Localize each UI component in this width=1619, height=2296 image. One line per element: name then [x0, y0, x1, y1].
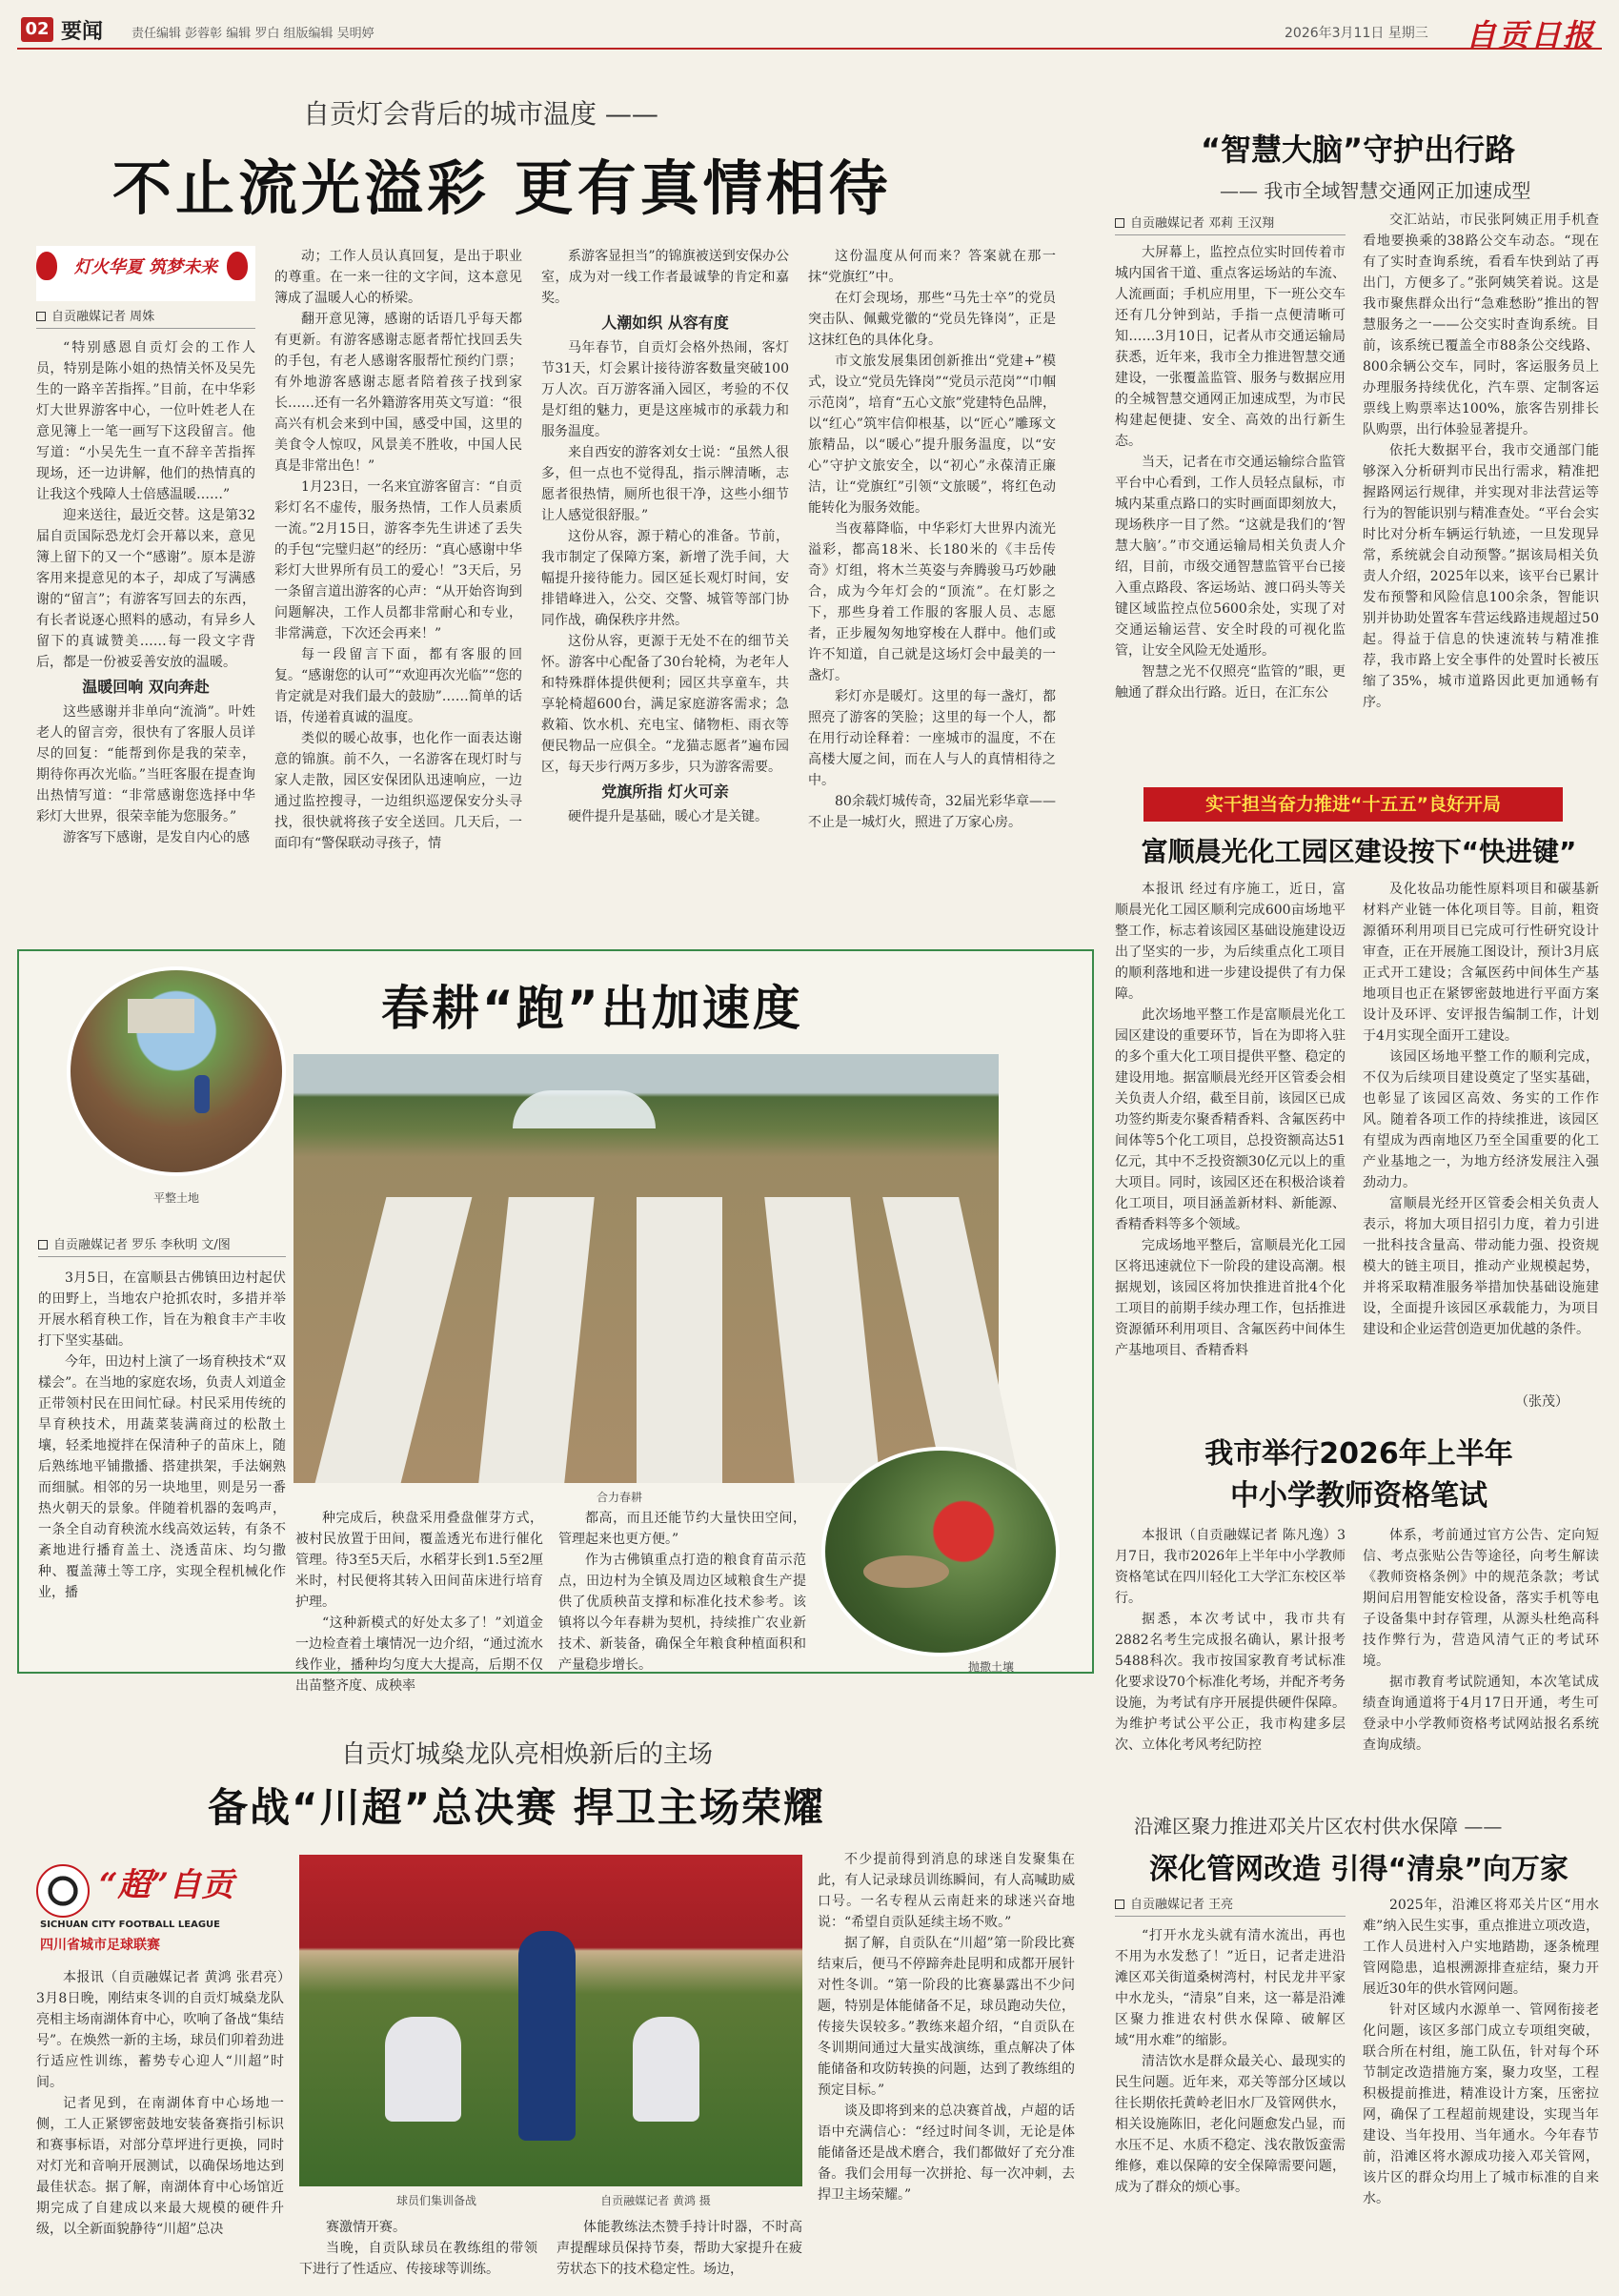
water-kicker: 沿滩区聚力推进邓关片区农村供水保障 ——: [1134, 1815, 1503, 1838]
photo-farmer: [194, 1075, 210, 1113]
spring-col-2: [295, 1508, 543, 1694]
teacher-col-1: [1115, 1525, 1346, 1754]
water-p2: 清洁饮水是群众最关心、最现实的民生问题。近年来，邓关等部分区域以往长期依托黄岭老旧水厂及管网供水，相关设施陈旧，老化问题愈发凸显，而水压不足、水质不稳定、浅农散饭蛮需维修，难以保障的安全保障需要问题，成为了群众的烦心事。: [1115, 2054, 1346, 2195]
spring-p4: “这种新模式的好处太多了！”刘道金一边检查着土壤情况一边介绍，“通过流水线作业，播种均匀度大大提高，后期不仅出苗整齐度、成秧率: [295, 1615, 543, 1694]
spring-byline-text: 自贡融媒记者 罗乐 李秋明 文/图: [53, 1238, 231, 1252]
caption-training: 球员们集训备战: [395, 2194, 476, 2207]
spring-p2: 今年，田边村上演了一场育秧技术“双樣会”。在当地的家庭农场，负责人刘道金正带领村民在田间忙碌。村民采用传统的旱育秧技术，用蔬菜装满商过的松散土壤，轻柔地搅拌在保清种子的苗床上，随后熟练地平铺撒播、搭建拱架，手法娴熟而细腻。相邻的另一块地里，则是另一番热火朝天的景象。伴随着机器的轰鸣声，一条全自动育秧流水线高效运转，有条不紊地进行播育盖土、浇透苗床、均匀撒种、覆盖薄土等工序，实现全程机械化作业，播: [38, 1354, 286, 1600]
football-article: [17, 1735, 1094, 2287]
industry-p6: 富顺晨光经开区管委会相关负责人表示，将加大项目招引力度，着力引进一批科技含量高、带动能力强、投资规模大的链主项目，推动产业规模起势，并将采取精准服务举措加快基础设施建设，全面提升该园区承载能力，为项目建设和企业运营创造更加优越的条件。: [1363, 1196, 1599, 1337]
photo-house: [128, 999, 194, 1033]
league-logo-title: “超”自贡: [99, 1866, 234, 1904]
industry-banner: 实干担当奋力推进“十五五”良好开局: [1143, 787, 1563, 822]
football-col-4: [818, 1849, 1075, 2287]
football-col-3: [557, 2217, 802, 2287]
lantern-p8: 每一段留言下面，都有客服的回复。“感谢您的认可”“欢迎再次光临”“您的肯定就是对我们最大的鼓励”……简单的话语，传递着真诚的温度。: [274, 647, 522, 725]
lantern-col-2: [274, 246, 522, 928]
traffic-col-1: [1115, 242, 1346, 782]
industry-headline: 富顺晨光化工园区建设按下“快进键”: [1141, 836, 1577, 867]
lantern-col-1: [36, 337, 255, 928]
photo-greenhouse: [513, 1090, 656, 1128]
lantern-banner-text: 灯火华夏 筑梦未来: [73, 257, 218, 277]
water-p3: 2025年，沿滩区将邓关片区“用水难”纳入民生实事，重点推进立项改造，工作人员进村入户实地踏勘，逐条梳理管网隐患，追根溯源排查症结，聚力开展近30年的供水管网问题。: [1363, 1898, 1599, 1997]
traffic-p4: 交汇站站，市民张阿姨正用手机查看地要换乘的38路公交车动态。“现在有了实时查询系统，看看车快到站了再出门，方便多了。”张阿姨笑着说。这是我市聚焦群众出行“急难愁盼”推出的智慧服务之一——公交实时查询系统。目前，该系统已覆盖全市88条公交线路、800余辆公交车，同时，客运服务员上办理服务持续优化，汽车票、定制客运票线上购票率达100%，旅客告别排长队购票，出行体验显著提升。: [1363, 213, 1599, 437]
lantern-p9: 类似的暖心故事，也化作一面表达谢意的锦旗。前不久，一名游客在现灯时与家人走散，园区安保团队迅速响应，一边通过监控搜寻，一边组织巡逻保安分头寻找，很快就将孩子安全送回。几天后，一面印有“警保联动寻孩子，情: [274, 731, 522, 851]
lantern-p18: 市文旅发展集团创新推出“党建+”模式，设立“党员先锋岗”“党员示范岗”“巾帼示范岗”，培育“五心文旅”党建特色品牌，以“红心”筑牢信仰根基，以“匠心”雕琢文旅精品，以“暖心”提升服务温度，以“安心”守护文旅安全，以“初心”永葆清正廉洁，让“党旗红”引领“文旅暖”，将红色动能转化为服务效能。: [808, 354, 1056, 516]
football-p6: 不少提前得到消息的球迷自发聚集在此，有人记录球员训练瞬间，有人高喊助威口号。一名专程从云南赶来的球迷兴奋地说：“希望自贡队延续主场不败。”: [818, 1852, 1075, 1930]
industry-p2: 此次场地平整工作是富顺晨光化工园区建设的重要环节，旨在为即将入驻的多个重大化工项目提供平整、稳定的建设用地。据富顺晨光经开区管委会相关负责人介绍，截至目前，该园区已成功签约斯麦尔聚香精香料、含氟医药中间体等5个化工项目，总投资额高达51亿元，其中不乏投资额30亿元以上的重大项目。同时，该园区还在积极洽谈着化工项目，项目涵盖新材料、新能源、香精香料等多个领域。: [1115, 1007, 1346, 1232]
football-icon: [36, 1864, 90, 1918]
football-p5: 体能教练法杰赞手持计时器，不时高声提醒球员保持节奏，帮助大家提升在疲劳状态下的技术稳定性。场边，: [557, 2220, 802, 2277]
water-col-1: [1115, 1925, 1346, 2287]
industry-p3: 完成场地平整后，富顺晨光化工园区将迅速就位下一阶段的建设高潮。根据规划，该园区将加快推进首批4个化工项目的前期手续办理工作，包括推进资源循环利用项目、含氟医药中间体生产基地项目、香精香料: [1115, 1238, 1346, 1358]
lantern-p21: 80余载灯城传奇，32届光彩华章——不止是一城灯火，照进了万家心房。: [808, 794, 1056, 830]
traffic-col-2: [1363, 210, 1599, 782]
page-number: 02: [21, 17, 53, 42]
byline-square-icon: [38, 1240, 48, 1250]
paper-name: 自贡日报: [1466, 17, 1596, 53]
photo-credit-training: 自贡融媒记者 黄鸿 摄: [600, 2194, 711, 2207]
football-p4: 当晚，自贡队球员在教练组的带领下进行了性适应、传接球等训练。: [299, 2241, 537, 2277]
byline-square-icon: [1115, 218, 1124, 228]
photo-player-1: [518, 1931, 576, 2141]
teacher-p2: 据悉，本次考试中，我市共有2882名考生完成报名确认，累计报考5488科次。我市按国家教育考试标准化要求设70个标准化考场，并配齐考务设施，为考试有序开展提供硬件保障。为维护考试公平公正，我市构建多层次、立体化考风考纪防控: [1115, 1612, 1346, 1753]
lantern-p1: “特别感恩自贡灯会的工作人员，特别是陈小姐的热情关怀及吴先生的一路辛苦指挥。”目前，在中华彩灯大世界游客中心，一位叶姓老人在意见簿上一笔一画写下这段留言。他写道：“小吴先生一直不辞辛苦指挥现场，还一边讲解，他们的热情真的让我这个残障人士倍感温暖……”: [36, 340, 255, 502]
editor-credits: 责任编辑 彭蓉彰 编辑 罗白 组版编辑 吴明婷: [132, 27, 374, 41]
water-byline-text: 自贡融媒记者 王亮: [1130, 1898, 1234, 1912]
photo-basin: [863, 1555, 949, 1588]
league-logo-en: SICHUAN CITY FOOTBALL LEAGUE: [40, 1920, 220, 1930]
lantern-p3: 这些感谢并非单向“流淌”。叶姓老人的留言旁，很快有了客服人员详尽的回复：“能帮到你是我的荣幸，期待你再次光临。”当旺客服在提查询出热情写道：“非常感谢您选择中华彩灯大世界，很荣幸能为您服务。”: [36, 704, 255, 824]
lantern-p6: 翻开意见簿，感谢的话语几乎每天都有更新。有游客感谢志愿者帮忙找回丢失的手包，有老人感谢客服帮忙预约门票；有外地游客感谢志愿者陪着孩子找到家长……还有一名外籍游客用英文写道：“很高兴有机会来到中国，感受中国，这里的美食令人惊叹，风景美不胜收，中国人民真是非常出色！”: [274, 312, 522, 474]
traffic-kicker: “智慧大脑”守护出行路: [1201, 132, 1516, 168]
traffic-subhead: —— 我市全域智慧交通网正加速成型: [1220, 179, 1531, 202]
lantern-p5: 动；工作人员认真回复，是出于职业的尊重。在一来一往的文字间，这本意见簿成了温暖人心的桥梁。: [274, 249, 522, 306]
lantern-p11: 马年春节，自贡灯会格外热闹，客灯节31天，灯会累计接待游客数量突破100万人次。百万游客涌入园区，考验的不仅是灯组的魅力，更是这座城市的承载力和服务温度。: [541, 340, 789, 439]
spring-byline: [38, 1235, 286, 1257]
teacher-p3: 体系，考前通过官方公告、定向短信、考点张贴公告等途径，向考生解读《教师资格条例》中的规范条款；考试期间启用智能安检设备，落实手机等电子设备集中封存管理，从源头杜绝高科技作弊行为，营造风清气正的考试环境。: [1363, 1528, 1599, 1669]
caption-land-leveling: 平整土地: [152, 1191, 199, 1205]
lantern-col-4: [808, 246, 1056, 928]
lantern-p19: 当夜幕降临，中华彩灯大世界内流光溢彩，都高18米、长180米的《丰岳传奇》灯组，将木兰英姿与奔腾骏马巧妙融合，成为今年灯会的“顶流”。在灯影之下，那些身着工作服的客服人员、志愿者，正步履匆匆地穿梭在人群中。他们或许不知道，自己就是这场灯会中最美的一盏灯。: [808, 521, 1056, 683]
industry-sign: （张茂）: [1515, 1394, 1568, 1410]
photo-film-row-2: [478, 1197, 595, 1483]
photo-film-row-1: [315, 1197, 473, 1483]
league-logo: [36, 1859, 265, 1954]
lantern-byline-text: 自贡融媒记者 周姝: [51, 310, 155, 324]
traffic-p2: 当天，记者在市交通运输综合监管平台中心看到，工作人员轻点鼠标，市城内某重点路口的实时画面即刻放大，现场秩序一目了然。“这就是我们的‘智慧大脑’。”市交通运输局相关负责人介绍，目前，市级交通智慧监管平台已接入重点路段、客运场站、渡口码头等关键区域监控点位5600余处，实现了对交通运输运营、安全时段的可视化监管，让安全风险无处遁形。: [1115, 455, 1346, 659]
lantern-article: [17, 57, 1094, 944]
caption-spring-farming: 合力春耕: [596, 1491, 642, 1504]
lantern-p14: 这份从容，更源于无处不在的细节关怀。游客中心配备了30台轮椅，为老年人和特殊群体提供便利；园区共享童车，共享轮椅超600台，满足家庭游客需求；急救箱、饮水机、充电宝、储物柜、雨衣等便民物品一应俱全。“龙猫志愿者”遍布园区，每天步行两万多步，只为游客需要。: [541, 634, 789, 775]
lantern-p4: 游客写下感谢，是发自内心的感: [63, 830, 250, 845]
lantern-p13: 这份从容，源于精心的准备。节前，我市制定了保障方案，新增了洗手间，大幅提升接待能力。园区延长观灯时间，安排错峰进入，公交、交警、城管等部门协同作战，确保秩序井然。: [541, 529, 789, 628]
industry-p5: 该园区场地平整工作的顺利完成，不仅为后续项目建设奠定了坚实基础，也彰显了该园区高效、务实的工作作风。随着各项工作的持续推进，该园区有望成为西南地区乃至全国重要的化工产业基地之一，为地方经济发展注入强劲动力。: [1363, 1049, 1599, 1190]
caption-scattering-soil: 抛撒土壤: [967, 1660, 1014, 1674]
industry-article: [1115, 787, 1603, 1416]
photo-film-row-4: [764, 1197, 880, 1483]
lantern-byline: [36, 307, 255, 329]
photo-film-row-3: [637, 1197, 722, 1483]
issue-date: 2026年3月11日 星期三: [1285, 26, 1428, 41]
football-col-2: [299, 2217, 537, 2287]
lantern-kicker: 自贡灯会背后的城市温度 ——: [303, 98, 658, 130]
lantern-p16: 这份温度从何而来？答案就在那一抹“党旗红”中。: [808, 249, 1056, 285]
spring-col-3: [558, 1508, 806, 1673]
photo-training: [299, 1855, 802, 2186]
water-p4: 针对区域内水源单一、管网衔接老化问题，该区多部门成立专项组突破，联合所在村组，施工队伍，针对每个环节制定改造措施方案，聚力攻坚，工程积极提前推进，精准设计方案，压密拉网，确保了工程超前规建设，实现当年建设、当年投用、当年通水。今年春节前，沿滩区将水源成功接入邓关管网，该片区的群众均用上了城市标准的自来水。: [1363, 2002, 1599, 2206]
water-col-2: [1363, 1895, 1599, 2287]
traffic-byline-text: 自贡融媒记者 邓莉 王汉翔: [1130, 216, 1275, 231]
lantern-banner: [36, 246, 255, 301]
industry-col-1: [1115, 879, 1346, 1412]
football-p1: 本报讯（自贡融媒记者 黄鸿 张君亮）3月8日晚，刚结束冬训的自贡灯城燊龙队亮相主场南湖体育中心，吹响了备战“集结号”。在焕然一新的主场，球员们卯着劲进行适应性训练，蓄势专心迎人“川超”时间。: [36, 1970, 284, 2090]
teacher-col-2: [1363, 1525, 1599, 1754]
teacher-article: [1115, 1430, 1603, 1754]
spring-p1: 3月5日，在富顺县古佛镇田边村起伏的田野上，当地农户抢抓农时，多措并举开展水稻育秧工作，旨在为粮食丰产丰收打下坚实基础。: [38, 1270, 286, 1349]
traffic-p1: 大屏幕上，监控点位实时回传着市城内国省干道、重点客运场站的车流、人流画面；手机应用里，下一班公交车还有几分钟到站，手指一点便清晰可知……3月10日，记者从市交通运输局获悉，近年来，我市全力推进智慧交通建设，一张覆盖监管、服务与数据应用的全城智慧交通网正加速成型，为市民构建起便捷、安全、高效的出行新生态。: [1115, 245, 1346, 449]
lantern-p12: 来自西安的游客刘女士说：“虽然人很多，但一点也不觉得乱，指示牌清晰，志愿者很热情，厕所也很干净，这些小细节让人感觉很舒服。”: [541, 445, 789, 523]
football-p2: 记者见到，在南湖体育中心场地一侧，工人正紧锣密鼓地安装备赛指引标识和赛事标语，对部分草坪进行更换，同时对灯光和音响开展测试，以确保场地达到最佳状态。据了解，南湖体育中心场馆近期完成了自建成以来最大规模的硬件升级，以全新面貌静待“川超”总决: [36, 2096, 284, 2237]
byline-square-icon: [1115, 1900, 1124, 1909]
section-title: 要闻: [61, 20, 104, 44]
spring-headline: 春耕“跑”出加速度: [381, 981, 803, 1036]
teacher-headline-2: 中小学教师资格笔试: [1230, 1479, 1487, 1513]
lantern-subhead-2: 人潮如织 从容有度: [601, 314, 729, 332]
spring-col-1: [38, 1268, 286, 1668]
traffic-p5: 依托大数据平台，我市交通部门能够深入分析研判市民出行需求，精准把握路网运行规律，并实现对非法营运等行为的智能识别与精准查处。“平台会实时比对分析车辆运行轨迹，一旦发现异常，系统就会自动预警。”据该局相关负责人介绍，2025年以来，该平台已累计发布预警和风险信息100余条，智能识别并协助处置客车营运线路违规超过50起。得益于信息的快速流转与精准推荐，我市路上安全事件的处置时长被压缩了35%，城市道路因此更加通畅有序。: [1363, 443, 1599, 710]
spring-article: [17, 949, 1094, 1694]
industry-p4: 及化妆品功能性原料项目和碳基新材料产业链一体化项目等。目前，粗资源循环利用项目已完成可行性研究设计审查，正在开展施工图设计，预计3月底正式开工建设；含氟医药中间体生产基地项目也正在紧锣密鼓地进行平面方案设计及环评、安评报告编制工作，计划于4月实现全面开工建设。: [1363, 882, 1599, 1044]
lantern-p17: 在灯会现场，那些“马先士卒”的党员突击队、佩戴党徽的“党员先锋岗”，正是这抹红色的具体化身。: [808, 291, 1056, 348]
league-logo-cn: 四川省城市足球联赛: [40, 1938, 160, 1953]
football-headline: 备战“川超”总决赛 捍卫主场荣耀: [208, 1784, 825, 1831]
photo-player-3: [633, 2017, 699, 2122]
lantern-p15: 硬件提升是基础，暖心才是关键。: [568, 809, 768, 824]
water-article: [1115, 1811, 1603, 2287]
lantern-p7: 1月23日，一名来宜游客留言：“自贡彩灯名不虚传，服务热情，工作人员素质一流。”2月15日，游客李先生讲述了丢失的手包“完璧归赵”的经历：“真心感谢中华彩灯大世界所有员工的爱心！”3天后，另一条留言道出游客的心声：“从开始咨询到问题解决，工作人员都非常耐心和专业，非常满意，下次还会再来！”: [274, 479, 522, 641]
traffic-byline: [1115, 213, 1346, 235]
lantern-icon-left: [36, 252, 57, 280]
photo-land-leveling: [67, 966, 286, 1176]
football-kicker: 自贡灯城燊龙队亮相焕新后的主场: [341, 1740, 714, 1769]
photo-spring-farming: [293, 1054, 999, 1483]
football-p7: 据了解，自贡队在“川超”第一阶段比赛结束后，便马不停蹄奔赴昆明和成都开展针对性冬训。“第一阶段的比赛暴露出不少问题，特别是体能储备不足，球员跑动失位，传接失误较多。”教练来超介绍，“自贡队在冬训期间通过大量实战演练，重点解决了体能储备和攻防转换的问题，达到了教练组的预定目标。”: [818, 1936, 1075, 2098]
masthead: [17, 11, 1602, 53]
water-headline: 深化管网改造 引得“清泉”向万家: [1149, 1853, 1568, 1886]
industry-p1: 本报讯 经过有序施工，近日，富顺晨光化工园区顺利完成600亩场地平整工作，标志着该园区基础设施建设迈出了坚实的一步，为后续重点化工项目的顺利落地和进一步建设提供了有力保障。: [1115, 882, 1346, 1002]
football-col-1: [36, 1967, 284, 2287]
industry-col-2: [1363, 879, 1599, 1393]
lantern-p2: 迎来送往，最近交替。这是第32届自贡国际恐龙灯会开幕以来，意见簿上留下的又一个“感谢”。原本是游客用来提意见的本子，却成了写满感谢的“留言”；有游客写回去的东西，有长者说逐心照料的感动，有异乡人留下的真诚赞美……每一段文字背后，都是一份被妥善安放的温暖。: [36, 508, 255, 670]
teacher-headline-1: 我市举行2026年上半年: [1204, 1437, 1513, 1471]
lantern-subhead-1: 温暖回响 双向奔赴: [82, 678, 210, 696]
teacher-p4: 据市教育考试院通知，本次笔试成绩查询通道将于4月17日开通，考生可登录中小学教师资格考试网站报名系统查询成绩。: [1363, 1675, 1599, 1753]
traffic-p3: 智慧之光不仅照亮“监管的”眼，更触通了群众出行路。近日，在汇东公: [1115, 664, 1346, 701]
photo-film-row-5: [882, 1197, 1020, 1483]
football-p8: 谈及即将到来的总决赛首战，卢超的话语中充满信心：“经过时间冬训，无论是体能储备还是战术磨合，我们都做好了充分准备。我们会用每一次拼抢、每一次冲刺，去捍卫主场荣耀。”: [818, 2103, 1075, 2203]
lantern-headline: 不止流光溢彩 更有真情相待: [112, 153, 892, 223]
lantern-p10: 系游客显担当”的锦旗被送到安保办公室，成为对一线工作者最诚挚的肯定和嘉奖。: [541, 249, 789, 306]
lantern-p20: 彩灯亦是暖灯。这里的每一盏灯，都照亮了游客的笑脸；这里的每一个人，都在用行动诠释着：一座城市的温度，不在高楼大厦之间，而在人与人的真情相待之中。: [808, 689, 1056, 788]
spring-p6: 作为古佛镇重点打造的粮食育苗示范点，田边村为全镇及周边区域粮食生产提供了优质秧苗支撑和标准化技术参考。该镇将以今年春耕为契机，持续推广农业新技术、新装备，确保全年粮食种植面积和产量稳步增长。: [558, 1553, 806, 1673]
teacher-p1: 本报讯（自贡融媒记者 陈凡逸）3月7日，我市2026年上半年中小学教师资格笔试在四川轻化工大学汇东校区举行。: [1115, 1528, 1346, 1606]
water-byline: [1115, 1895, 1346, 1917]
photo-player-2: [385, 2017, 461, 2122]
spring-p5: 都高，而且还能节约大量快田空间，管理起来也更方便。”: [558, 1511, 806, 1547]
photo-scattering-soil: [821, 1447, 1060, 1656]
lantern-subhead-3: 党旗所指 灯火可亲: [601, 782, 729, 801]
lantern-col-3: [541, 246, 789, 928]
water-p1: “打开水龙头就有清水流出，再也不用为水发愁了！”近日，记者走进沿滩区邓关街道桑树湾村，村民龙井平家中水龙头，“清泉”自来，这一幕是沿滩区聚力推进农村供水保障、破解区域“用水难”的缩影。: [1115, 1928, 1346, 2048]
spring-p3: 种完成后，秧盘采用叠盘催芽方式，被村民放置于田间，覆盖透光布进行催化管理。待3至5天后，水稻芽长到1.5至2厘米时，村民便将其转入田间苗床进行培育护理。: [295, 1511, 543, 1610]
football-p3: 赛激情开赛。: [326, 2220, 406, 2235]
traffic-article: [1115, 114, 1603, 782]
lantern-icon-right: [227, 252, 248, 280]
byline-square-icon: [36, 312, 46, 321]
